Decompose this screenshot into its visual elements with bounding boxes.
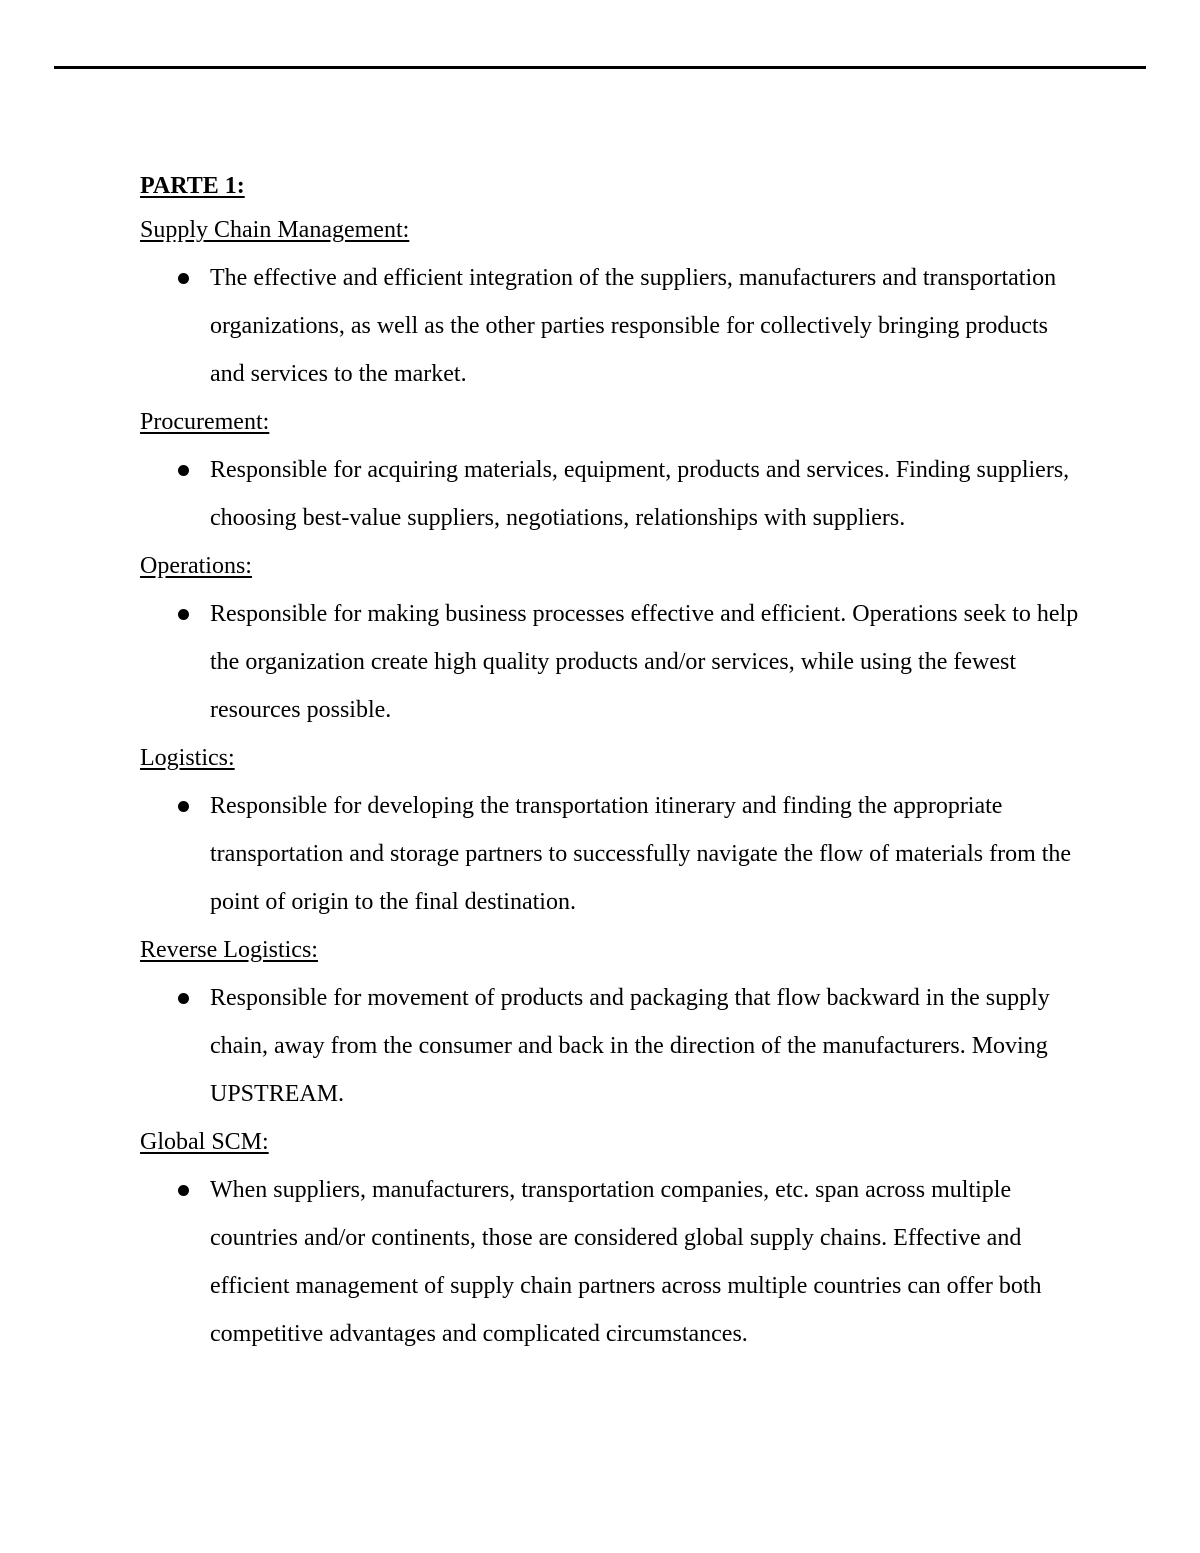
bullet-icon	[178, 273, 189, 284]
section-procurement	[140, 398, 1080, 542]
bullet-item	[140, 254, 1080, 398]
bullet-icon	[178, 609, 189, 620]
bullet-item	[140, 590, 1080, 734]
section-heading: Supply Chain Management:	[140, 217, 410, 243]
section-global-scm	[140, 1118, 1080, 1358]
bullet-text: Responsible for developing the transportation itinerary and finding the appropriate transportation and storage partners to successfully navigate the flow of materials from the point of origin to the final destination.	[210, 793, 1072, 915]
document-body	[140, 166, 1080, 1358]
section-logistics	[140, 734, 1080, 926]
section-heading: Logistics:	[140, 745, 235, 771]
section-heading: Procurement:	[140, 409, 270, 435]
section-reverse-logistics	[140, 926, 1080, 1118]
bullet-item	[140, 782, 1080, 926]
bullet-icon	[178, 1185, 189, 1196]
bullet-text: Responsible for movement of products and packaging that flow backward in the supply chain, away from the consumer and back in the direction of the manufacturers. Moving UPSTREAM.	[210, 985, 1050, 1107]
bullet-text: Responsible for acquiring materials, equipment, products and services. Finding suppliers, choosing best-value suppliers, negotiations, relationships with suppliers.	[210, 457, 1070, 531]
bullet-text: When suppliers, manufacturers, transportation companies, etc. span across multiple countries and/or continents, those are considered global supply chains. Effective and efficient management of supply chain partners across multiple countries can offer both competitive advantages and complicated circumstances.	[210, 1177, 1042, 1347]
section-operations	[140, 542, 1080, 734]
bullet-item	[140, 446, 1080, 542]
header-rule	[54, 66, 1146, 69]
bullet-text: Responsible for making business processes effective and efficient. Operations seek to help the organization create high quality products and/or services, while using the fewest resources possible.	[210, 601, 1079, 723]
bullet-item	[140, 1166, 1080, 1358]
section-supply-chain-management	[140, 206, 1080, 398]
section-heading: Global SCM:	[140, 1129, 269, 1155]
section-heading: Reverse Logistics:	[140, 937, 318, 963]
bullet-item	[140, 974, 1080, 1118]
bullet-icon	[178, 801, 189, 812]
bullet-icon	[178, 993, 189, 1004]
part-title: PARTE 1:	[140, 173, 245, 199]
bullet-icon	[178, 465, 189, 476]
section-heading: Operations:	[140, 553, 252, 579]
bullet-text: The effective and efficient integration of the suppliers, manufacturers and transportation organizations, as well as the other parties responsible for collectively bringing products and services to the market.	[210, 265, 1057, 387]
